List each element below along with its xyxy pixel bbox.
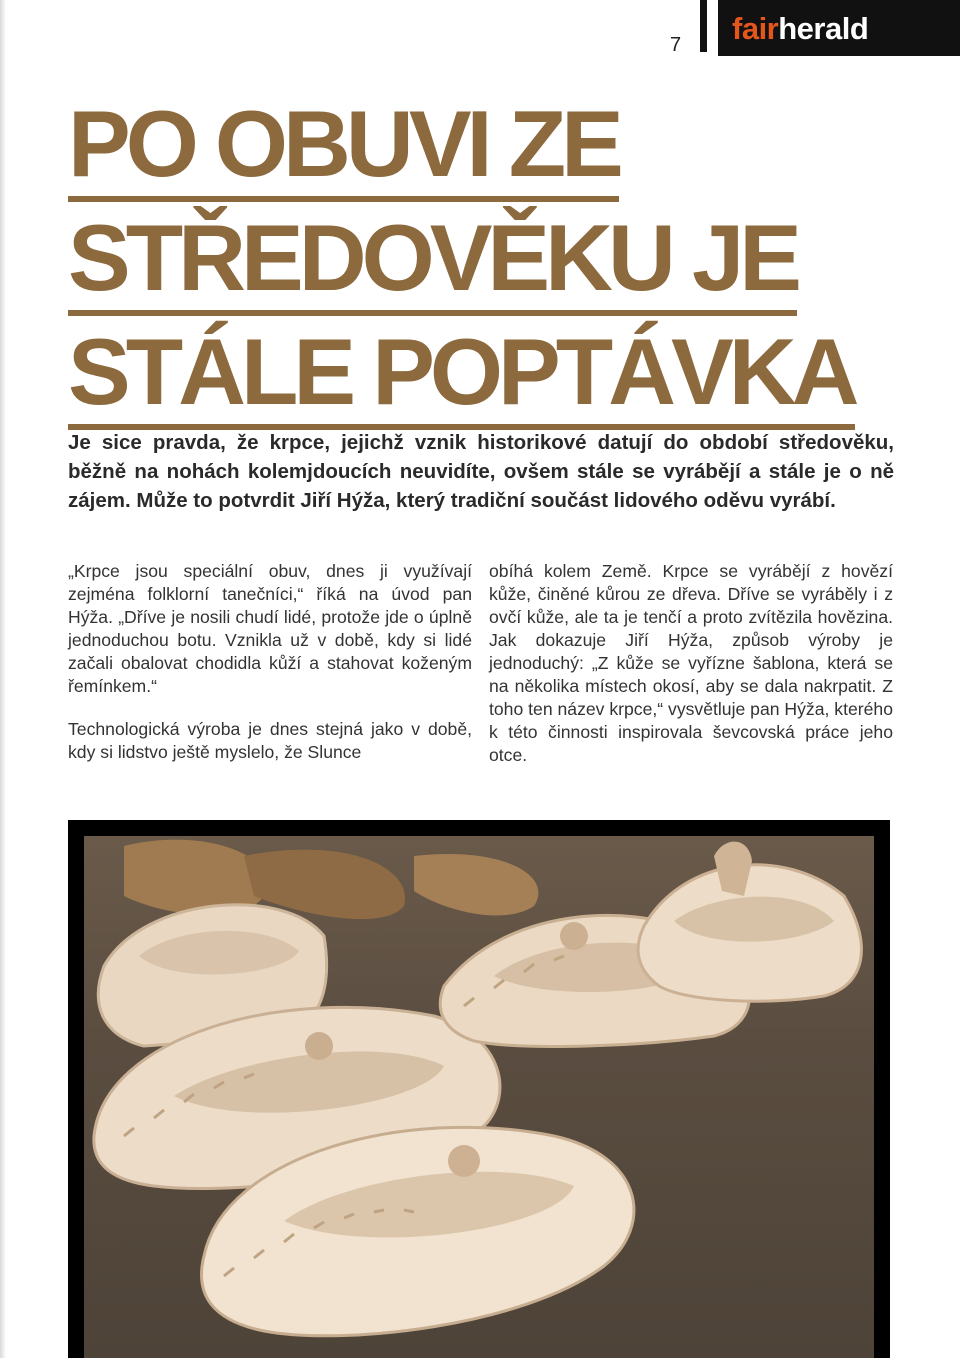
article-lead: Je sice pravda, že krpce, jejichž vznik historikové datují do období středověku, běžně na nohách kolemjdoucích neuvidíte, ovšem stále se vyrábějí a stále je o ně zájem. Může to potvrdit Jiří Hýža, který tradiční součást lidového oděvu vyrábí. <box>68 431 894 512</box>
headline-line-1: PO OBUVI ZE <box>68 92 619 202</box>
shoe-far-right <box>638 842 861 1002</box>
article-photo-frame <box>68 820 890 1358</box>
masthead-divider <box>700 0 707 52</box>
body-paragraph: obíhá kolem Země. Krpce se vyrábějí z hovězí kůže, činěné kůrou ze dřeva. Dříve se vyráběly i z ovčí kůže, ale ta je tenčí a proto zvítězila hovězina. Jak dokazuje Jiří Hýža, způsob výroby je jednoduchý: „Z kůže se vyřízne šablona, která se na několika místech okosí, aby se dala nakrpatit. Z toho ten název krpce,“ vysvětluje pan Hýža, kterého k této činnosti inspirovala ševcovská práce jeho otce. <box>489 561 893 765</box>
page-number: 7 <box>670 34 682 56</box>
shoes-illustration <box>84 836 874 1358</box>
wooden-lasts <box>124 840 538 919</box>
brand-herald: herald <box>778 10 869 46</box>
masthead-logo <box>718 0 960 56</box>
headline-line-2: STŘEDOVĚKU JE <box>68 206 797 316</box>
body-paragraph: „Krpce jsou speciální obuv, dnes ji využívají zejména folklorní tanečníci,“ říká na úvod pan Hýža. „Dříve je nosili chudí lidé, protože jde o úplně jednoduchou botu. Vznikla už v době, kdy si lidé začali obalovat chodidla kůží a stahovat koženým řemínkem.“ <box>68 561 472 696</box>
article-headline <box>68 92 928 434</box>
article-column-right <box>489 560 893 787</box>
headline-line-3: STÁLE POPTÁVKA <box>68 320 855 430</box>
body-paragraph: Technologická výroba je dnes stejná jako v době, kdy si lidstvo ještě myslelo, že Slunce <box>68 719 472 762</box>
article-photo-krpce-shoes <box>84 836 874 1358</box>
article-column-left <box>68 560 472 784</box>
page-edge-shadow <box>0 0 6 1358</box>
brand-fair: fair <box>732 10 779 46</box>
